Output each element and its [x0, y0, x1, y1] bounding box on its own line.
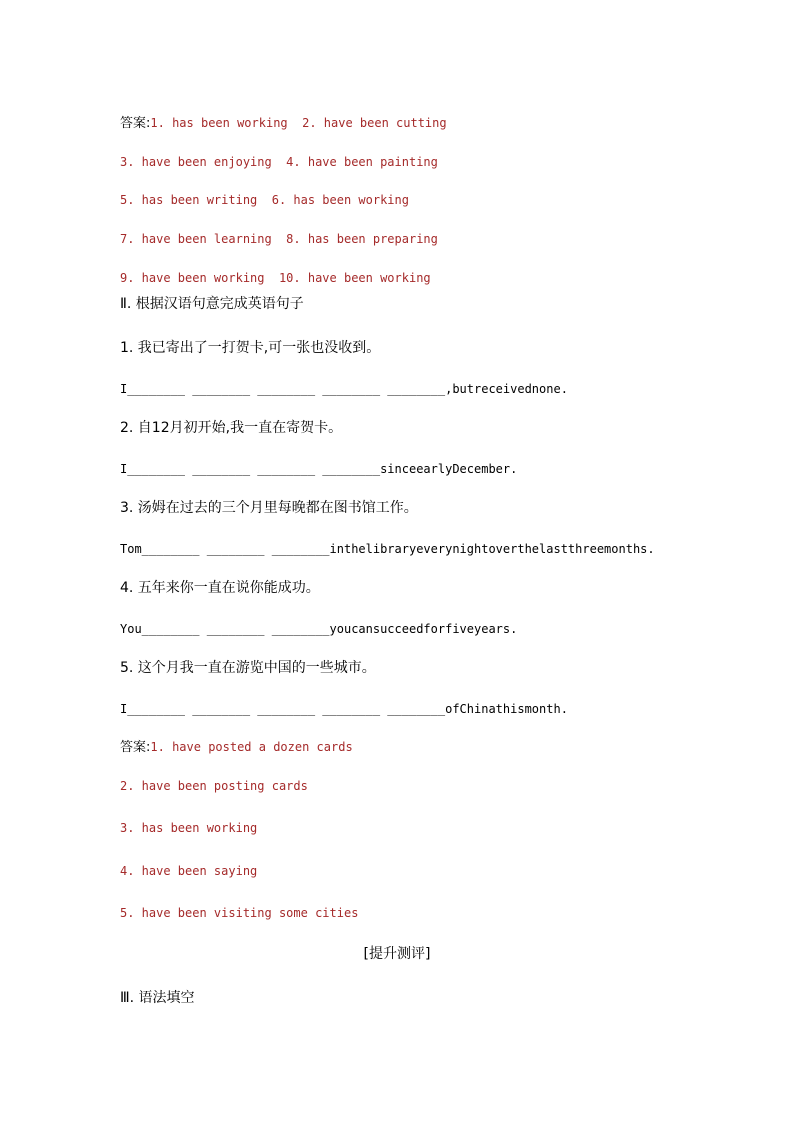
question-4-chinese: 4. 五年来你一直在说你能成功。	[120, 580, 320, 596]
question-1-chinese: 1. 我已寄出了一打贺卡,可一张也没收到。	[120, 340, 381, 356]
answer-text: 1. have posted a dozen cards	[150, 740, 353, 754]
section-2-answer-5: 5. have been visiting some cities	[120, 906, 359, 920]
section-2-answer-2: 2. have been posting cards	[120, 779, 308, 793]
question-5-chinese: 5. 这个月我一直在游览中国的一些城市。	[120, 660, 376, 676]
section-2-answer-3: 3. has been working	[120, 821, 258, 835]
question-4-english: You________ ________ ________youcansucceedforfiveyears.	[120, 622, 518, 636]
section-3-heading: Ⅲ. 语法填空	[120, 990, 195, 1006]
answer-label: 答案:	[120, 740, 151, 755]
question-2-chinese: 2. 自12月初开始,我一直在寄贺卡。	[120, 420, 343, 436]
answer-line-1	[120, 115, 447, 132]
answer-line-2: 3. have been enjoying 4. have been painting	[120, 155, 438, 169]
answer-label: 答案:	[120, 116, 151, 131]
answer-text: 1. has been working 2. have been cutting	[150, 116, 447, 130]
question-5-english: I________ ________ ________ ________ ________ofChinathismonth.	[120, 702, 568, 716]
question-2-english: I________ ________ ________ ________sinceearlyDecember.	[120, 462, 518, 476]
answer-line-3: 5. has been writing 6. has been working	[120, 193, 409, 207]
section-2-answer-4: 4. have been saying	[120, 864, 258, 878]
question-1-english: I________ ________ ________ ________ ________,butreceivednone.	[120, 382, 568, 396]
answer-line-4: 7. have been learning 8. has been preparing	[120, 232, 438, 246]
section-2-heading: Ⅱ. 根据汉语句意完成英语句子	[120, 296, 304, 312]
section-title: [提升测评]	[363, 946, 431, 962]
section-2-answer-1	[120, 739, 353, 756]
question-3-chinese: 3. 汤姆在过去的三个月里每晚都在图书馆工作。	[120, 500, 418, 516]
answer-line-5: 9. have been working 10. have been working	[120, 271, 431, 285]
question-3-english: Tom________ ________ ________inthelibraryeverynightoverthelastthreemonths.	[120, 542, 655, 556]
